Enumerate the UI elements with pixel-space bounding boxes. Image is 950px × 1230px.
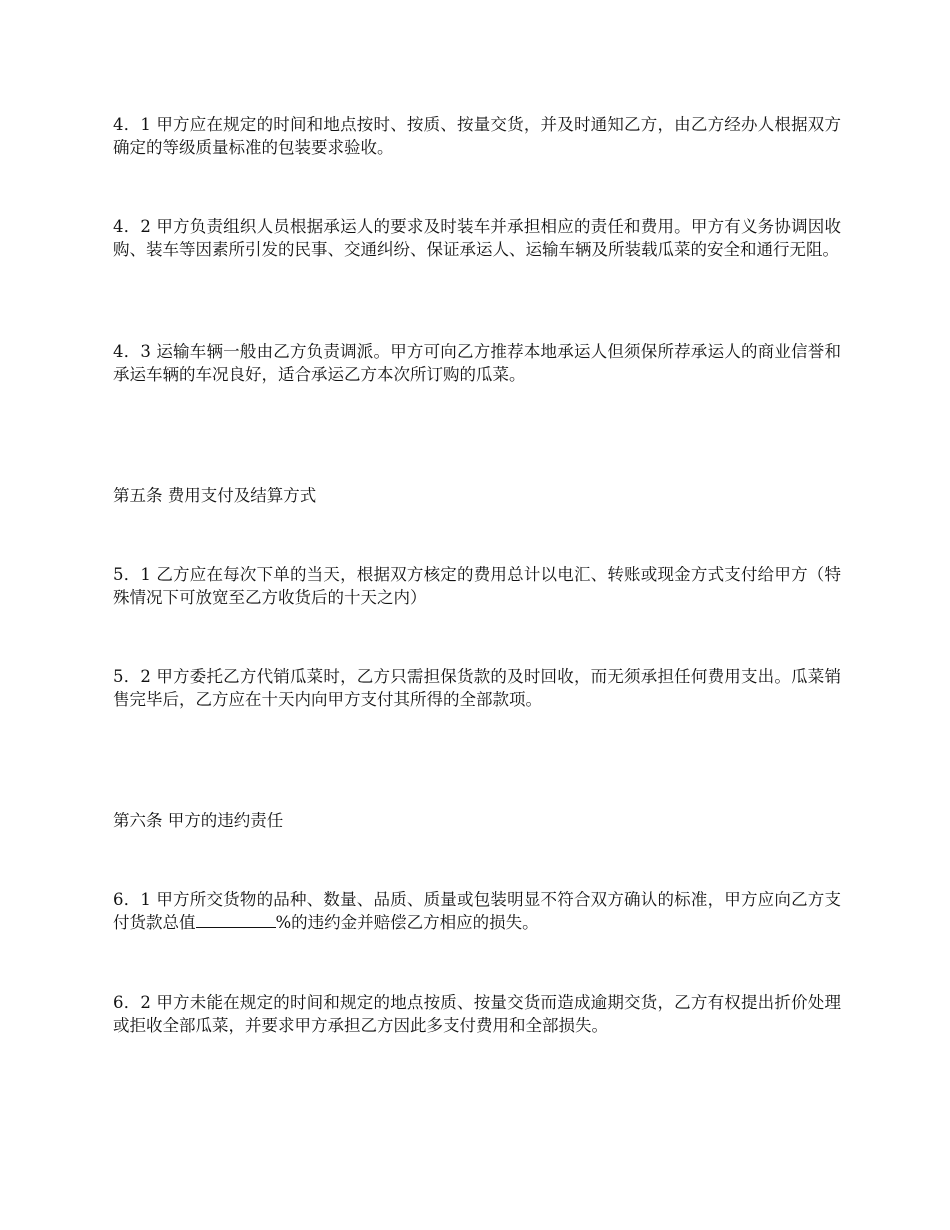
clause-6-1-text-a: 6．1 甲方所交货物的品种、数量、品质、质量或包装明显不符合双方确认的标准，甲方应向乙方支付货款总值 — [113, 890, 841, 932]
fill-in-blank — [196, 911, 276, 928]
clause-4-1: 4．1 甲方应在规定的时间和地点按时、按质、按量交货，并及时通知乙方，由乙方经办人根据双方确定的等级质量标准的包装要求验收。 — [113, 115, 841, 157]
clause-4-2: 4．2 甲方负责组织人员根据承运人的要求及时装车并承担相应的责任和费用。甲方有义务协调因收购、装车等因素所引发的民事、交通纠纷、保证承运人、运输车辆及所装载瓜菜的安全和通行无阻。 — [113, 217, 841, 259]
article-6-heading: 第六条 甲方的违约责任 — [113, 811, 284, 830]
clause-5-1: 5．1 乙方应在每次下单的当天，根据双方核定的费用总计以电汇、转账或现金方式支付给甲方（特殊情况下可放宽至乙方收货后的十天之内） — [113, 565, 841, 607]
clause-6-1 — [113, 888, 841, 934]
clause-6-1-text-b: %的违约金并赔偿乙方相应的损失。 — [275, 913, 539, 932]
clause-6-2: 6．2 甲方未能在规定的时间和规定的地点按质、按量交货而造成逾期交货，乙方有权提出折价处理或拒收全部瓜菜，并要求甲方承担乙方因此多支付费用和全部损失。 — [113, 993, 841, 1035]
article-5-heading: 第五条 费用支付及结算方式 — [113, 486, 317, 505]
clause-5-2: 5．2 甲方委托乙方代销瓜菜时，乙方只需担保货款的及时回收，而无须承担任何费用支出。瓜菜销售完毕后，乙方应在十天内向甲方支付其所得的全部款项。 — [113, 667, 841, 709]
clause-4-3: 4．3 运输车辆一般由乙方负责调派。甲方可向乙方推荐本地承运人但须保所荐承运人的商业信誉和承运车辆的车况良好，适合承运乙方本次所订购的瓜菜。 — [113, 342, 841, 384]
